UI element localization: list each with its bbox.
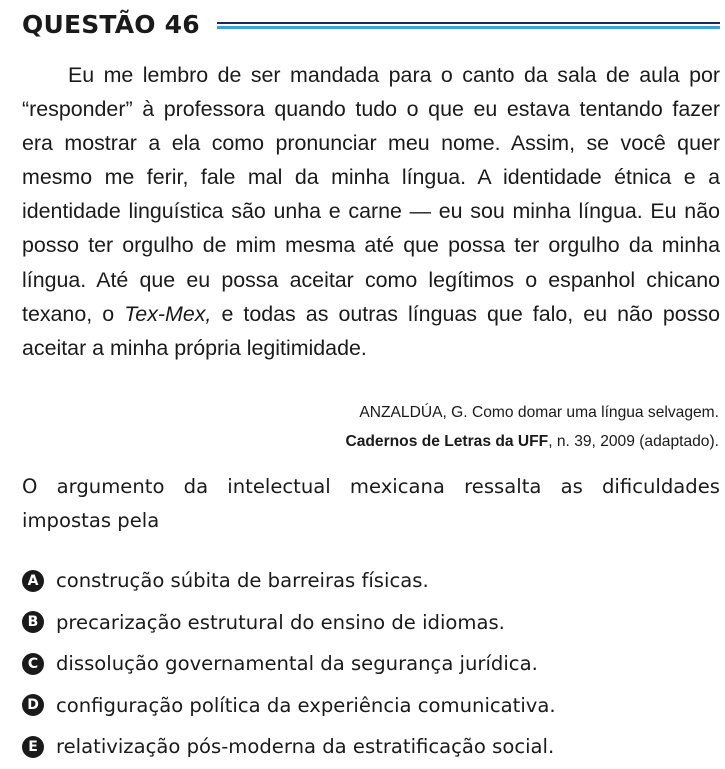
header-rule-blue-line — [217, 26, 720, 29]
passage-text-end: e todas as outras línguas que falo, eu não posso aceitar a minha própria legitimidade. — [22, 301, 720, 360]
option-c-letter-badge: C — [22, 653, 44, 675]
option-c-text: dissolução governamental da segurança jurídica. — [56, 652, 538, 676]
question-stem: O argumento da intelectual mexicana ressalta as dificuldades impostas pela — [22, 475, 720, 532]
option-c[interactable] — [22, 643, 722, 685]
option-e-text: relativização pós-moderna da estratificação social. — [56, 735, 555, 759]
option-a[interactable] — [22, 560, 722, 602]
answer-options — [22, 560, 722, 768]
source-author-title: ANZALDÚA, G. Como domar uma língua selvagem. — [359, 404, 719, 421]
question-title: QUESTÃO 46 — [22, 10, 200, 39]
header-rule-dark-line — [217, 22, 720, 24]
option-a-letter-badge: A — [22, 570, 44, 592]
option-b-letter-badge: B — [22, 611, 44, 633]
passage-italic-term: Tex-Mex, — [124, 301, 212, 326]
option-e-letter-badge: E — [22, 736, 44, 758]
source-citation — [345, 398, 719, 456]
option-d-text: configuração política da experiência comunicativa. — [56, 693, 556, 717]
header-rule — [217, 22, 720, 30]
source-publication — [345, 427, 719, 456]
passage-text-main: Eu me lembro de ser mandada para o canto da sala de aula por “responder” à professora quando tudo o que eu estava tentando fazer era mostrar a ela como pronunciar meu nome. Assim, se você quer mesmo me ferir, fale mal da minha língua. A identidade étnica e a identidade linguística são unha e carne — eu sou minha língua. Eu não posso ter orgulho de mim mesma até que possa ter orgulho da minha língua. Até que eu possa aceitar como legítimos o espanhol chicano texano, o — [22, 63, 720, 326]
option-b[interactable] — [22, 602, 722, 644]
question-header — [22, 8, 720, 44]
option-e[interactable] — [22, 726, 722, 768]
option-b-text: precarização estrutural do ensino de idiomas. — [56, 610, 505, 634]
option-a-text: construção súbita de barreiras físicas. — [56, 569, 429, 593]
passage-text — [22, 58, 720, 365]
option-d[interactable] — [22, 685, 722, 727]
option-d-letter-badge: D — [22, 694, 44, 716]
source-journal: Cadernos de Letras da UFF — [345, 433, 549, 450]
source-details: , n. 39, 2009 (adaptado). — [548, 433, 719, 450]
